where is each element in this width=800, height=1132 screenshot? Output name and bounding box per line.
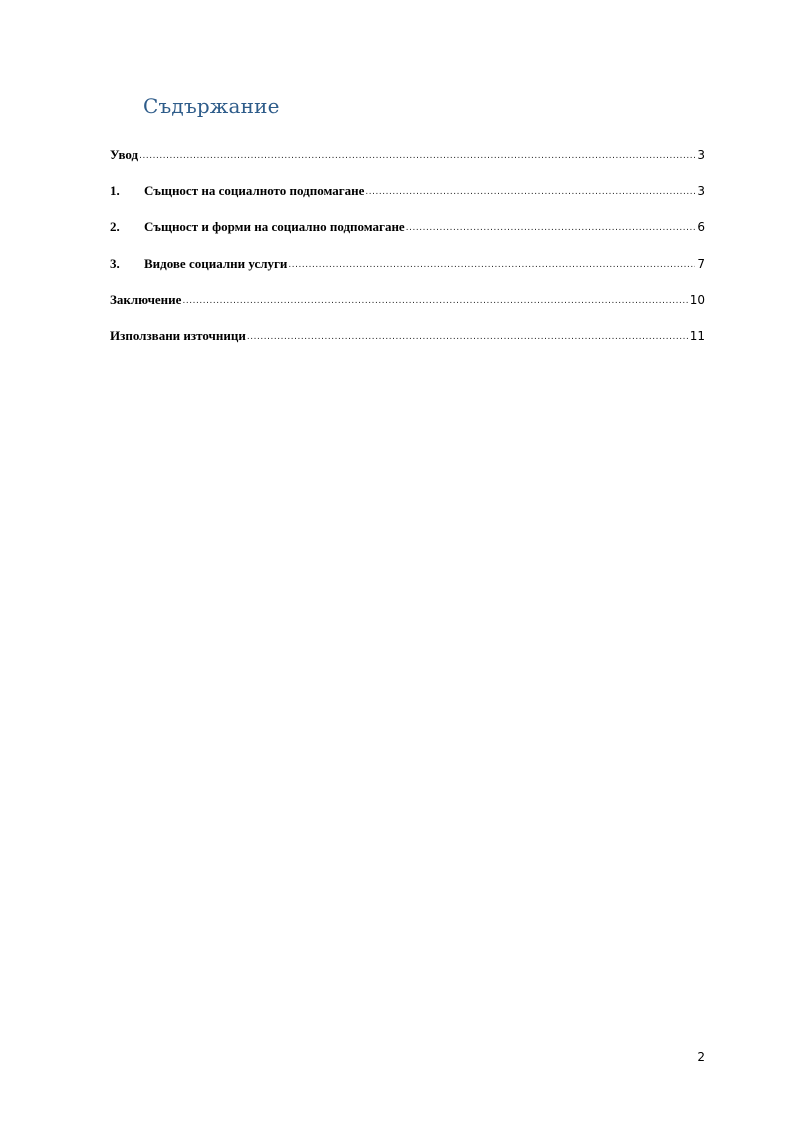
toc-dot-leader — [247, 330, 688, 344]
toc-dot-leader — [182, 294, 687, 308]
toc-entry-label: Същност на социалното подпомагане — [144, 183, 365, 198]
toc-dot-leader — [139, 149, 695, 163]
toc-entry-sources[interactable] — [110, 326, 705, 344]
toc-entry-1[interactable] — [110, 181, 705, 199]
toc-entry-label: Увод — [110, 147, 139, 162]
toc-dot-leader — [406, 221, 696, 235]
toc-entry-page: 10 — [689, 293, 705, 307]
toc-entry-number: 2. — [110, 219, 120, 234]
toc-entry-label: Същност и форми на социално подпомагане — [144, 219, 405, 234]
toc-title: Съдържание — [143, 94, 280, 118]
toc-entry-3[interactable] — [110, 254, 705, 272]
toc-entry-page: 11 — [689, 329, 705, 343]
toc-entry-label: Видове социални услуги — [144, 256, 288, 271]
toc-entry-number: 1. — [110, 183, 120, 198]
toc-entry-number: 3. — [110, 256, 120, 271]
toc-entry-page: 3 — [697, 184, 705, 198]
page-number: 2 — [697, 1050, 705, 1064]
toc-entry-intro[interactable] — [110, 145, 705, 163]
toc-entry-page: 3 — [697, 148, 705, 162]
toc-dot-leader — [365, 185, 695, 199]
toc-entry-page: 6 — [697, 220, 705, 234]
toc-entry-page: 7 — [697, 257, 705, 271]
toc-entry-conclusion[interactable] — [110, 290, 705, 308]
toc-dot-leader — [288, 258, 695, 272]
toc-entry-label: Заключение — [110, 292, 182, 307]
toc-entry-label: Използвани източници — [110, 328, 246, 343]
toc-entry-2[interactable] — [110, 217, 705, 235]
